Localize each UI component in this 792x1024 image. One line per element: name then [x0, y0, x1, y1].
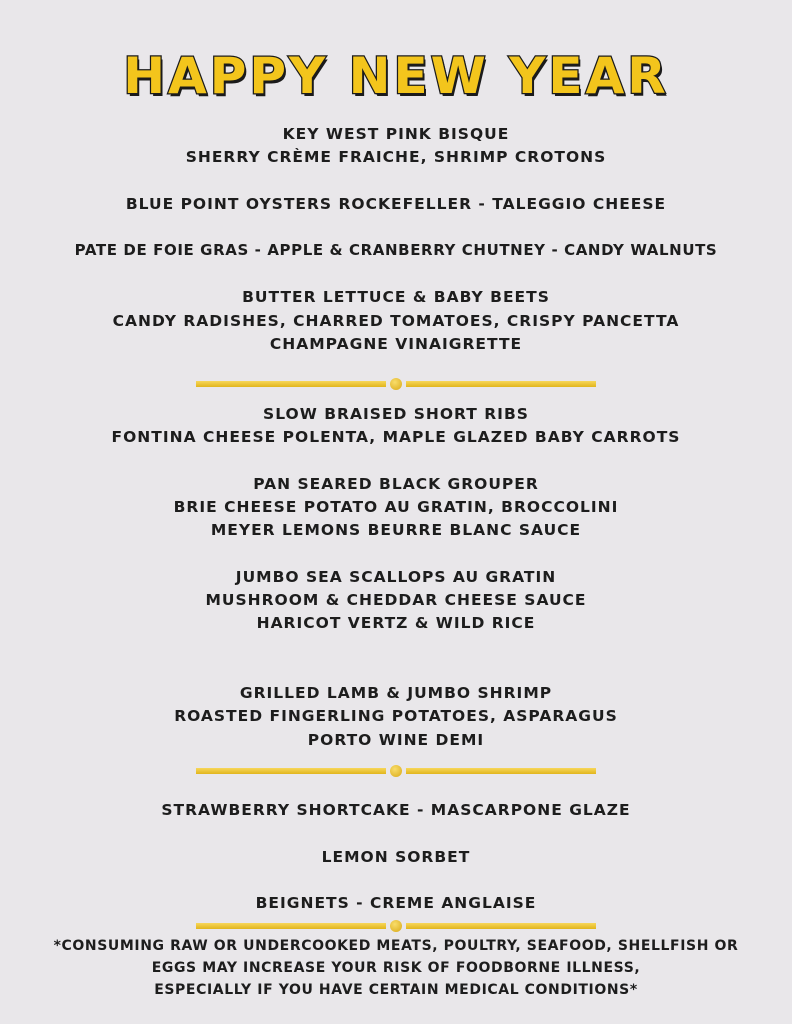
menu-item-lamb-name: GRILLED LAMB & JUMBO SHRIMP — [239, 684, 553, 702]
menu-item-scallops-sauce: MUSHROOM & CHEDDAR CHEESE SAUCE — [205, 591, 587, 609]
menu-item-sorbet: LEMON SORBET — [321, 848, 471, 866]
menu-item-salad-dressing: CHAMPAGNE VINAIGRETTE — [269, 335, 523, 353]
menu-item-pate: PATE DE FOIE GRAS - APPLE & CRANBERRY CHUTNEY - CANDY WALNUTS — [74, 241, 718, 259]
section-divider-3 — [196, 920, 596, 932]
disclaimer-line-3: ESPECIALLY IF YOU HAVE CERTAIN MEDICAL CONDITIONS* — [154, 982, 638, 998]
menu-item-salad-name: BUTTER LETTUCE & BABY BEETS — [242, 288, 550, 306]
menu-item-ribs-name: SLOW BRAISED SHORT RIBS — [263, 405, 529, 423]
section-divider-2 — [196, 765, 596, 777]
menu-item-lamb-sauce: PORTO WINE DEMI — [307, 731, 485, 749]
menu-item-scallops-sides: HARICOT VERTZ & WILD RICE — [256, 614, 536, 632]
disclaimer-line-1: *CONSUMING RAW OR UNDERCOOKED MEATS, POULTRY, SEAFOOD, SHELLFISH OR — [53, 938, 739, 954]
menu-item-ribs-desc: FONTINA CHEESE POLENTA, MAPLE GLAZED BABY CARROTS — [111, 428, 681, 446]
menu-item-lamb-desc: ROASTED FINGERLING POTATOES, ASPARAGUS — [174, 707, 618, 725]
menu-item-salad-desc: CANDY RADISHES, CHARRED TOMATOES, CRISPY PANCETTA — [112, 312, 680, 330]
menu-item-bisque-name: KEY WEST PINK BISQUE — [282, 125, 510, 143]
disclaimer-line-2: EGGS MAY INCREASE YOUR RISK OF FOODBORNE ILLNESS, — [151, 960, 641, 976]
menu-title: HAPPY NEW YEAR — [123, 47, 669, 105]
menu-item-oysters: BLUE POINT OYSTERS ROCKEFELLER - TALEGGIO CHEESE — [125, 195, 667, 213]
menu-item-grouper-name: PAN SEARED BLACK GROUPER — [253, 475, 539, 493]
menu-item-beignets: BEIGNETS - CREME ANGLAISE — [255, 894, 537, 912]
menu-item-shortcake: STRAWBERRY SHORTCAKE - MASCARPONE GLAZE — [161, 801, 631, 819]
menu-item-grouper-sauce: MEYER LEMONS BEURRE BLANC SAUCE — [210, 521, 582, 539]
menu-item-bisque-desc: SHERRY CRÈME FRAICHE, SHRIMP CROTONS — [185, 148, 607, 166]
menu-item-scallops-name: JUMBO SEA SCALLOPS AU GRATIN — [235, 568, 557, 586]
section-divider-1 — [196, 378, 596, 390]
menu-item-grouper-desc: BRIE CHEESE POTATO AU GRATIN, BROCCOLINI — [173, 498, 619, 516]
